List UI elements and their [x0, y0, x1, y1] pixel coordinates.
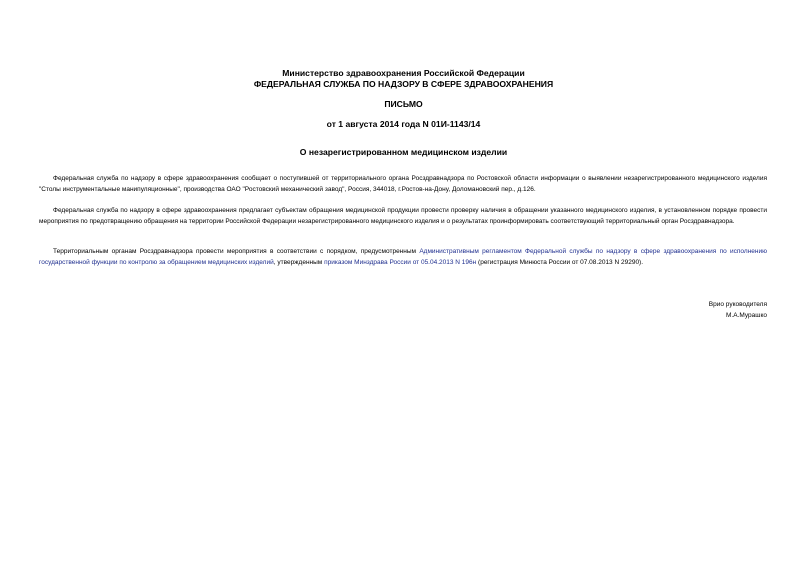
regulation-link[interactable]: Административным регламентом Федеральной службы по надзору в сфере здравоохранения по исполнению государственной функции по контролю за обращением медицинских изделий — [39, 248, 767, 266]
order-link[interactable]: приказом Минздрава России от 05.04.2013 N 196н — [324, 258, 477, 266]
signature-name: М.А.Мурашко — [725, 312, 767, 319]
paragraph-3-text-2: , утвержденным — [273, 258, 325, 266]
signature-role: Врио руководителя — [708, 301, 767, 308]
paragraph-2: Федеральная служба по надзору в сфере здравоохранения предлагает субъектам обращения медицинской продукции провести проверку наличия в обращении указанного медицинского изделия, в установленном порядке провести мероприятия по предотвращению обращения на территории Российской Федерации незарегистрированного медицинского изделия и о результатах проинформировать соответствующий территориальный орган Росздравнадзора. — [39, 207, 767, 225]
paragraph-3-text-3: (регистрация Минюста России от 07.08.2013 N 29290). — [476, 258, 644, 266]
document-type: ПИСЬМО — [384, 99, 423, 109]
document-subject: О незарегистрированном медицинском изделии — [299, 147, 508, 157]
paragraph-3 — [39, 247, 767, 269]
paragraph-3-text-1: Территориальным органам Росздравнадзора провести мероприятия в соответствии с порядком, предусмотренным — [53, 248, 420, 255]
ministry-heading: Министерство здравоохранения Российской Федерации — [282, 68, 525, 78]
document-date-number: от 1 августа 2014 года N 01И-1143/14 — [326, 119, 481, 129]
service-heading: ФЕДЕРАЛЬНАЯ СЛУЖБА ПО НАДЗОРУ В СФЕРЕ ЗДРАВООХРАНЕНИЯ — [253, 79, 554, 89]
paragraph-1: Федеральная служба по надзору в сфере здравоохранения сообщает о поступившей от территориального органа Росздравнадзора по Ростовской области информации о выявлении незарегистрированного медицинского изделия "Столы инструментальные манипуляционные", производства ОАО "Ростовский механический завод", Россия, 344018, г.Ростов-на-Дону, Доломановский пер., д.126. — [39, 175, 767, 193]
